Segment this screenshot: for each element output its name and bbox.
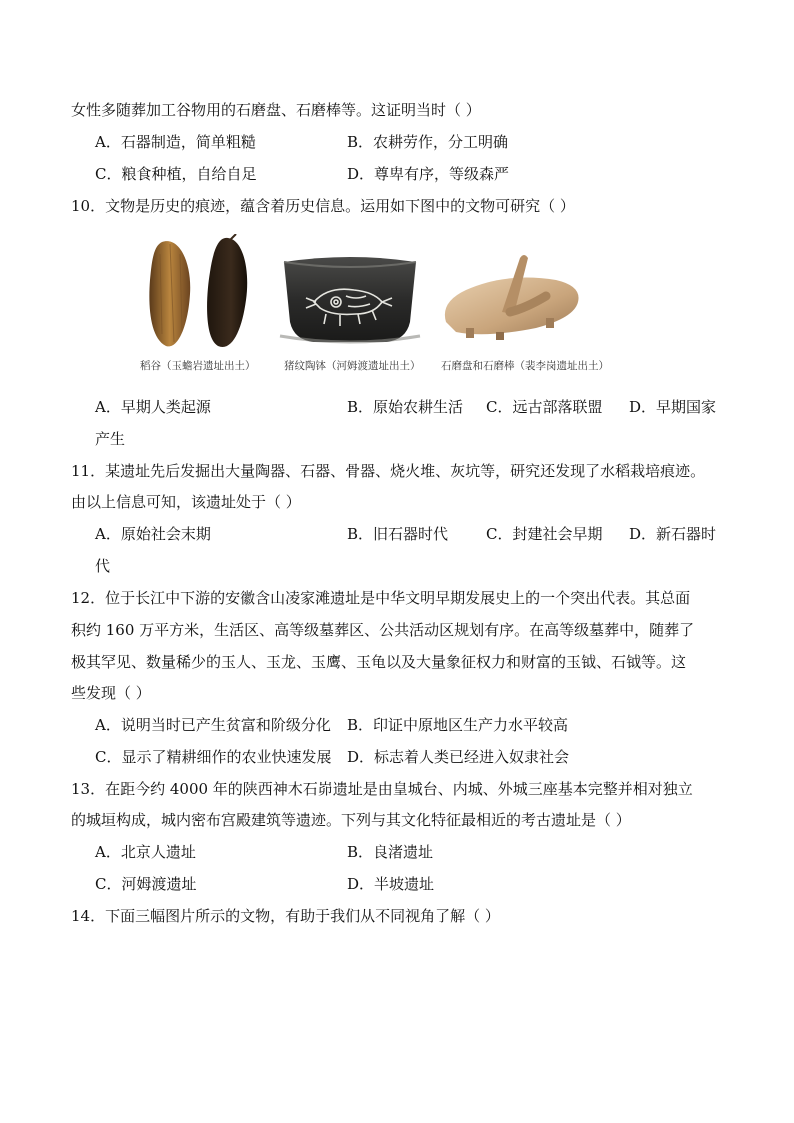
q10-option-d-wrap: 产生 bbox=[95, 430, 126, 448]
grinding-stone-icon bbox=[436, 252, 586, 348]
q13-option-a[interactable]: A．北京人遗址 bbox=[95, 843, 196, 861]
q13-option-c[interactable]: C．河姆渡遗址 bbox=[95, 875, 197, 893]
q10-stem: 10．文物是历史的痕迹，蕴含着历史信息。运用如下图中的文物可研究（ ） bbox=[71, 197, 575, 215]
caption-rice-grain: 稻谷（玉蟾岩遗址出土） bbox=[140, 360, 256, 372]
pig-pottery-bowl-icon bbox=[276, 252, 424, 348]
q11-stem-line2: 由以上信息可知，该遗址处于（ ） bbox=[71, 493, 301, 511]
q11-option-d-wrap: 代 bbox=[95, 557, 111, 575]
q13-option-b[interactable]: B．良渚遗址 bbox=[347, 843, 434, 861]
q13-stem-line1: 13．在距今约 4000 年的陕西神木石峁遗址是由皇城台、内城、外城三座基本完整并相对独立 bbox=[71, 780, 693, 798]
q10-option-c[interactable]: C．远古部落联盟 bbox=[486, 398, 603, 416]
rice-grain-icon bbox=[140, 234, 260, 354]
q11-option-d[interactable]: D．新石器时 bbox=[629, 525, 717, 543]
caption-grinding-stone: 石磨盘和石磨棒（裴李岗遗址出土） bbox=[441, 360, 609, 372]
q12-option-a[interactable]: A．说明当时已产生贫富和阶级分化 bbox=[95, 716, 331, 734]
q12-option-d[interactable]: D．标志着人类已经进入奴隶社会 bbox=[347, 748, 570, 766]
q10-option-b[interactable]: B．原始农耕生活 bbox=[347, 398, 464, 416]
q11-option-c[interactable]: C．封建社会早期 bbox=[486, 525, 603, 543]
q12-stem-line2: 积约 160 万平方米，生活区、高等级墓葬区、公共活动区规划有序。在高等级墓葬中，随葬了 bbox=[71, 621, 695, 639]
q9-option-d[interactable]: D．尊卑有序，等级森严 bbox=[347, 165, 510, 183]
q9-option-b[interactable]: B．农耕劳作，分工明确 bbox=[347, 133, 509, 151]
q11-option-b[interactable]: B．旧石器时代 bbox=[347, 525, 449, 543]
q10-option-d[interactable]: D．早期国家 bbox=[629, 398, 717, 416]
q14-stem: 14．下面三幅图片所示的文物，有助于我们从不同视角了解（ ） bbox=[71, 907, 500, 925]
q9-option-a[interactable]: A．石器制造，简单粗糙 bbox=[95, 133, 256, 151]
q13-stem-line2: 的城垣构成，城内密布宫殿建筑等遗迹。下列与其文化特征最相近的考古遗址是（ ） bbox=[71, 811, 631, 829]
q12-stem-line4: 些发现（ ） bbox=[71, 684, 151, 702]
q12-option-c[interactable]: C．显示了精耕细作的农业快速发展 bbox=[95, 748, 332, 766]
caption-pig-pottery-bowl: 猪纹陶钵（河姆渡遗址出土） bbox=[284, 360, 421, 372]
q12-stem-line3: 极其罕见、数量稀少的玉人、玉龙、玉鹰、玉龟以及大量象征权力和财富的玉钺、石钺等。这 bbox=[71, 653, 687, 671]
q13-option-d[interactable]: D．半坡遗址 bbox=[347, 875, 435, 893]
q10-option-a[interactable]: A．早期人类起源 bbox=[95, 398, 211, 416]
q11-option-a[interactable]: A．原始社会末期 bbox=[95, 525, 211, 543]
q9-option-c[interactable]: C．粮食种植，自给自足 bbox=[95, 165, 257, 183]
q9-stem: 女性多随葬加工谷物用的石磨盘、石磨棒等。这证明当时（ ） bbox=[71, 101, 481, 119]
q11-stem-line1: 11．某遗址先后发掘出大量陶器、石器、骨器、烧火堆、灰坑等，研究还发现了水稻栽培痕迹。 bbox=[71, 462, 706, 480]
q12-stem-line1: 12．位于长江中下游的安徽含山凌家滩遗址是中华文明早期发展史上的一个突出代表。其总面 bbox=[71, 589, 691, 607]
q12-option-b[interactable]: B．印证中原地区生产力水平较高 bbox=[347, 716, 569, 734]
